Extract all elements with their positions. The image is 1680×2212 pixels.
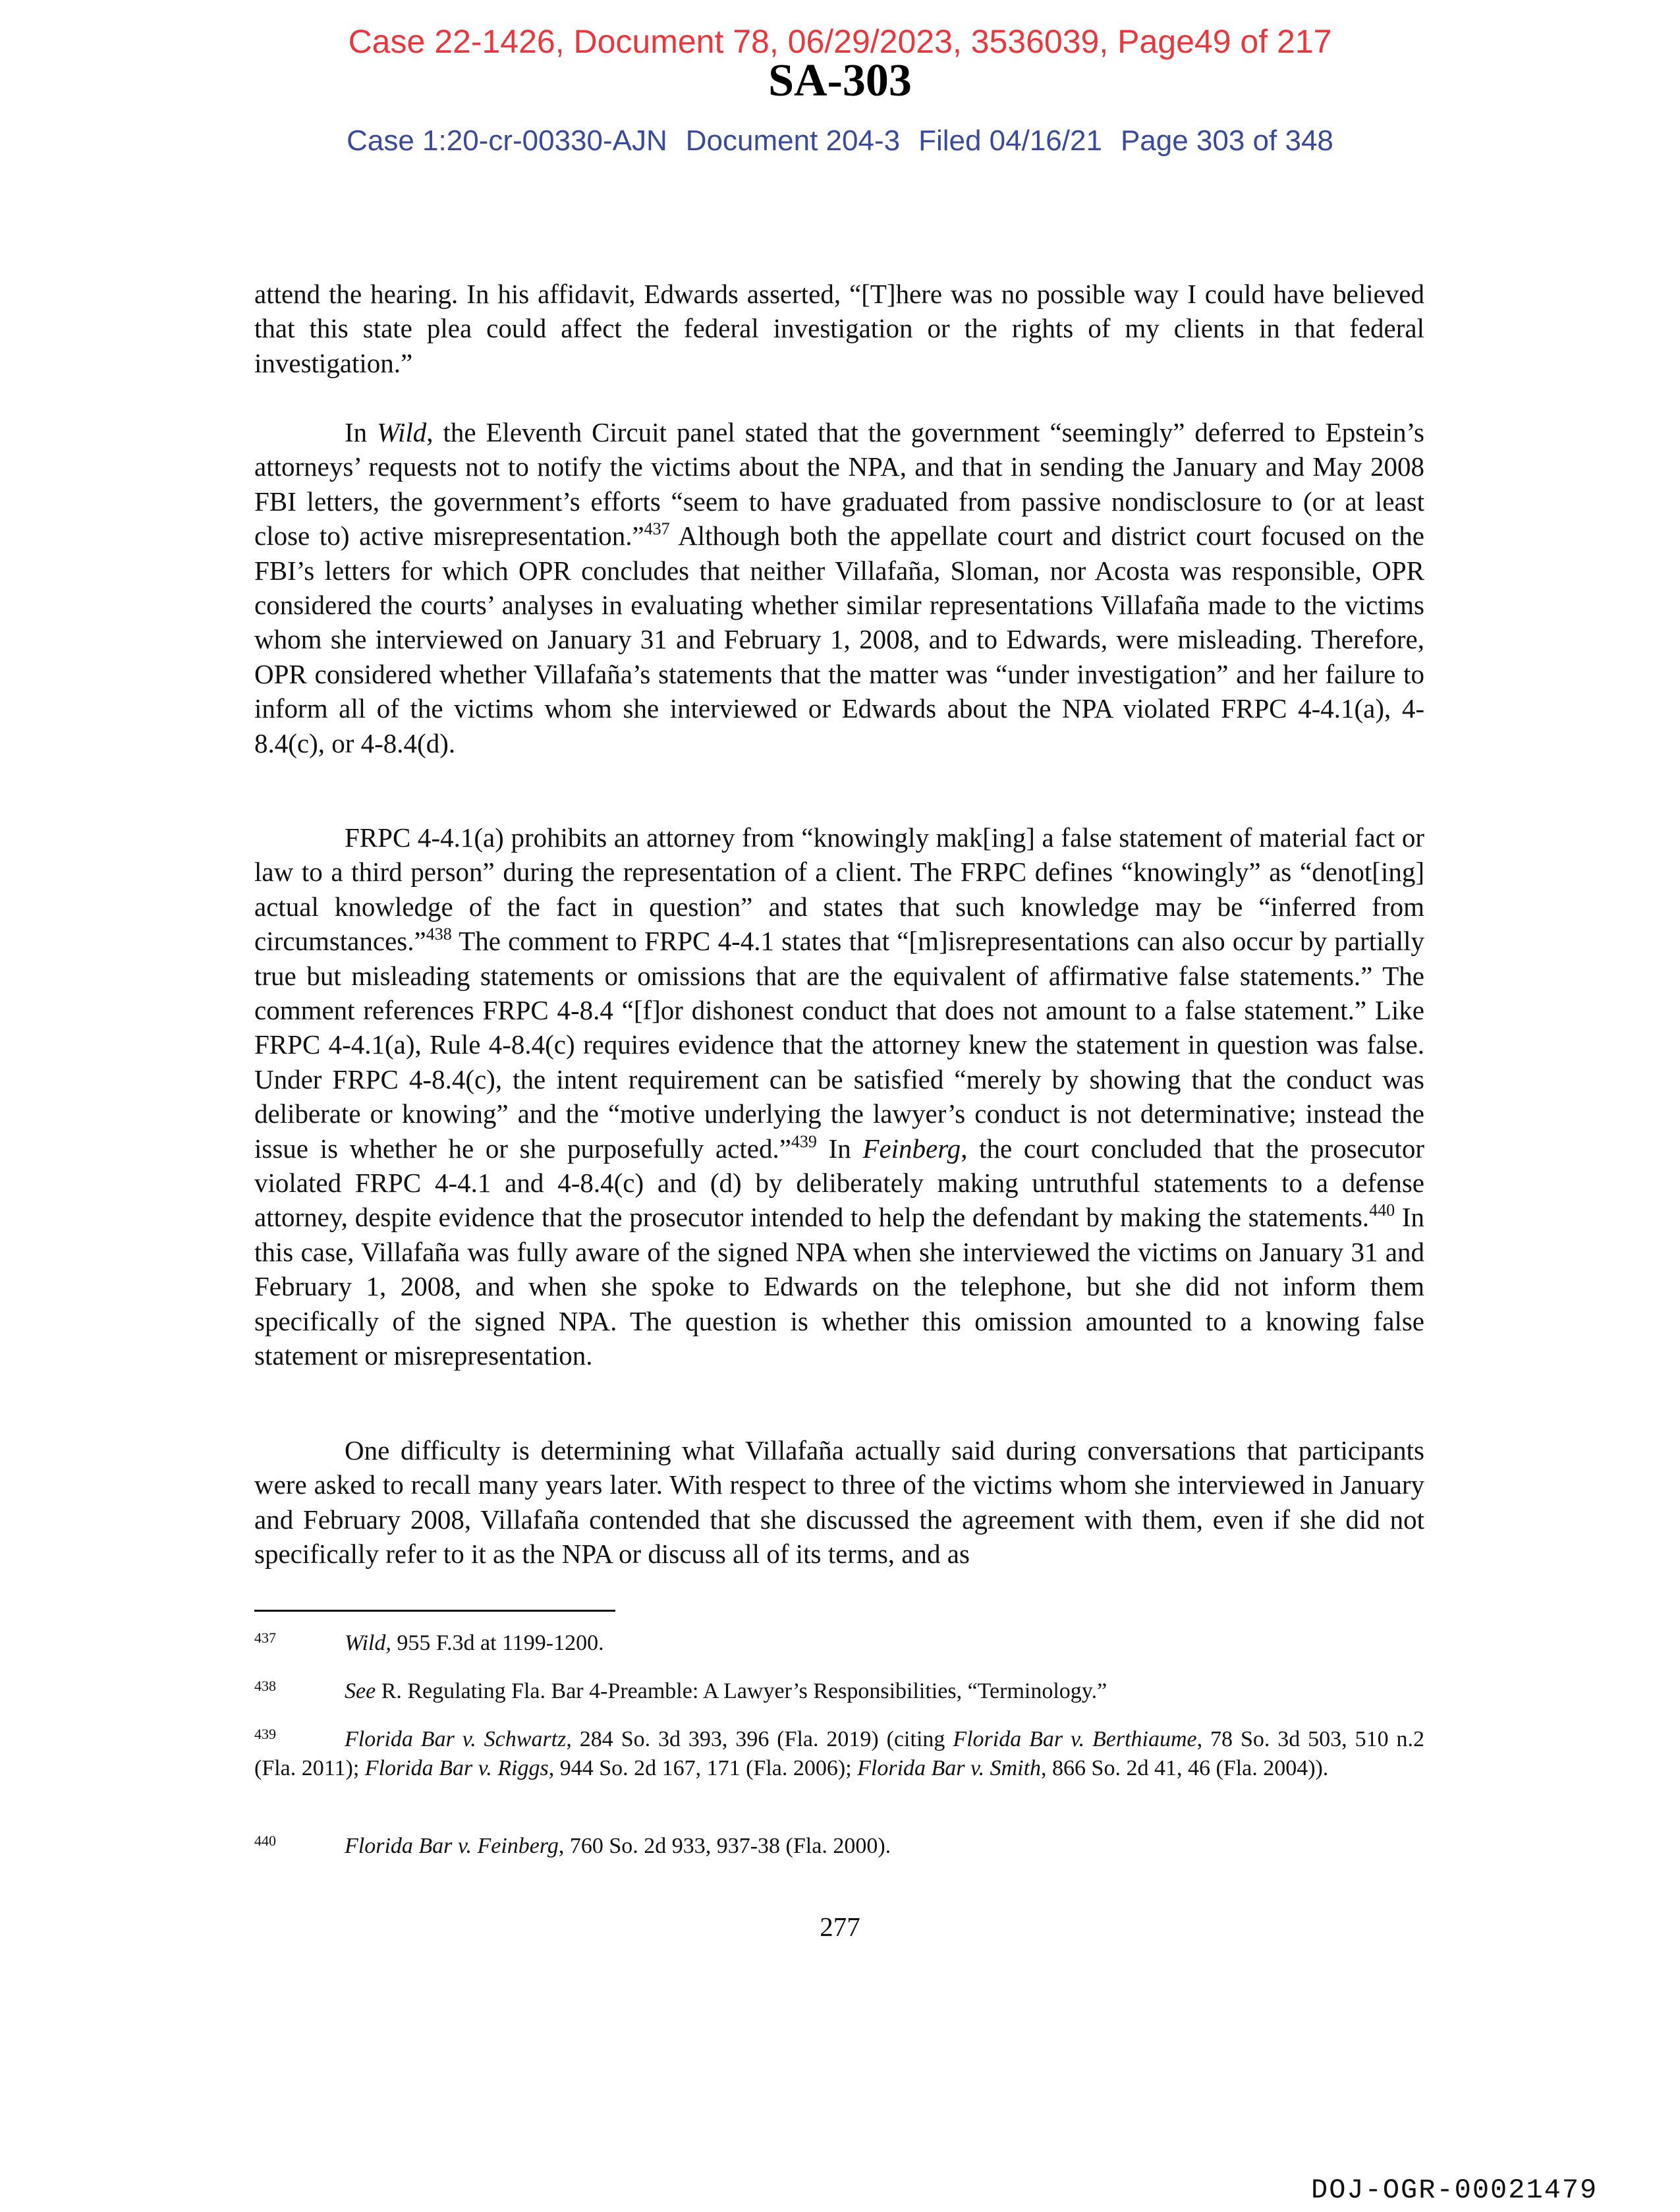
footnote-438 [254, 1677, 1424, 1706]
footnote-437 [254, 1629, 1424, 1658]
paragraph-edwards-affidavit [254, 277, 1424, 380]
paragraph-text [254, 820, 1424, 1373]
text-run: , the court concluded that the prosecutor violated FRPC 4-4.1 and 4-8.4(c) and (d) by deliberately making untruthful statements to a defense attorney, despite evidence that the prosecutor intended to help the defendant by making the statements. [254, 1133, 1424, 1233]
paragraph-text: One difficulty is determining what Villafaña actually said during conversations that participants were asked to recall many years later. With respect to three of the victims whom she interviewed in January and February 2008, Villafaña contended that she discussed the agreement with them, even if she did not specifically refer to it as the NPA or discuss all of its terms, and as [254, 1435, 1424, 1570]
citation-italic: Florida Bar v. Berthiaume [953, 1727, 1197, 1751]
citation-text: , 944 So. 2d 167, 171 (Fla. 2006); [548, 1756, 858, 1780]
footnote-number: 439 [254, 1726, 276, 1742]
footnote-number: 438 [254, 1678, 276, 1694]
district-case-number: Case 1:20-cr-00330-AJN [347, 125, 667, 157]
text-run: In [816, 1133, 863, 1164]
paragraph-text: attend the hearing. In his affidavit, Edwards asserted, “[T]here was no possible way I could have believed that this state plea could affect the federal investigation or the rights of my clients in that federal investigation.” [254, 279, 1424, 378]
district-page-count: Page 303 of 348 [1120, 125, 1333, 157]
footnote-text [254, 1677, 1424, 1706]
citation-italic: Florida Bar v. Feinberg [345, 1834, 559, 1858]
citation-text: R. Regulating Fla. Bar 4-Preamble: A Lawyer’s Responsibilities, “Terminology.” [376, 1679, 1107, 1703]
footnote-439 [254, 1725, 1424, 1783]
text-run: Although both the appellate court and district court focused on the FBI’s letters for which OPR concludes that neither Villafaña, Sloman, nor Acosta was responsible, OPR considered the courts’ analyses in evaluating whether similar representations Villafaña made to the victims whom she interviewed on January 31 and February 1, 2008, and to Edwards, were misleading. Therefore, OPR considered whether Villafaña’s statements that the matter was “under investigation” and her failure to inform all of the victims whom she interviewed or Edwards about the NPA violated FRPC 4-4.1(a), 4-8.4(c), or 4-8.4(d). [254, 521, 1424, 758]
paragraph-frpc-analysis [254, 820, 1424, 1373]
footnote-ref-438[interactable]: 438 [426, 924, 452, 944]
case-name-feinberg: Feinberg [862, 1133, 961, 1164]
text-run: FRPC 4-4.1(a) prohibits an attorney from “knowingly mak[ing] a false statement of material fact or law to a third person” during the representation of a client. The FRPC defines “knowingly” as “denot[ing] actual knowledge of the fact in question” and states that such knowledge may be “inferred from circumstances.” [254, 822, 1424, 957]
text-run: , the Eleventh Circuit panel stated that the government “seemingly” deferred to Epstein’s attorneys’ requests not to notify the victims about the NPA, and that in sending the January and May 2008 FBI letters, the government’s efforts “seem to have graduated from passive nondisclosure to (or at least close to) active misrepresentation.” [254, 417, 1424, 552]
text-run: In [345, 417, 378, 447]
paragraph-recall-difficulty [254, 1433, 1424, 1572]
case-name-wild: Wild [377, 417, 427, 447]
text-run: In this case, Villafaña was fully aware of the signed NPA when she interviewed the victims on January 31 and February 1, 2008, and when she spoke to Edwards on the telephone, but she did not inform them specifically of the signed NPA. The question is whether this omission amounted to a knowing false statement or misrepresentation. [254, 1202, 1424, 1371]
citation-text: , 760 So. 2d 933, 937-38 (Fla. 2000). [558, 1834, 891, 1858]
citation-italic: Florida Bar v. Riggs [364, 1756, 549, 1780]
appendix-page-label: SA-303 [768, 55, 912, 106]
citation-italic: Florida Bar v. Schwartz [345, 1727, 567, 1751]
appeal-case-stamp: Case 22-1426, Document 78, 06/29/2023, 3536039, Page49 of 217 [348, 23, 1332, 60]
paragraph-text [254, 415, 1424, 760]
district-case-stamp [0, 127, 1680, 156]
footnote-ref-437[interactable]: 437 [644, 519, 670, 539]
citation-italic: See [345, 1679, 376, 1703]
citation-italic: Wild, [345, 1631, 391, 1655]
footnote-ref-439[interactable]: 439 [791, 1131, 817, 1151]
bates-number: DOJ-OGR-00021479 [1311, 2174, 1598, 2206]
footnote-text [254, 1832, 1424, 1861]
footnote-text [254, 1629, 1424, 1658]
footnote-divider [254, 1610, 615, 1612]
citation-text: , 78 So. 3d 503, 510 n.2 (Fla. 2011); [254, 1727, 1425, 1780]
citation-text: 955 F.3d at 1199-1200. [391, 1631, 604, 1655]
page-number: 277 [820, 1912, 860, 1942]
text-run: The comment to FRPC 4-4.1 states that “[m]isrepresentations can also occur by partially true but misleading statements or omissions that are the equivalent of affirmative false statements.” The comment references FRPC 4-8.4 “[f]or dishonest conduct that does not amount to a false statement.” Like FRPC 4-4.1(a), Rule 4-8.4(c) requires evidence that the attorney knew the statement in question was false. Under FRPC 4-8.4(c), the intent requirement can be satisfied “merely by showing that the conduct was deliberate or knowing” and the “motive underlying the lawyer’s conduct is not determinative; instead the issue is whether he or she purposefully acted.” [254, 926, 1424, 1164]
citation-italic: Florida Bar v. Smith [857, 1756, 1042, 1780]
district-document-number: Document 204-3 [685, 125, 901, 157]
footnote-440 [254, 1832, 1424, 1861]
footnote-number: 440 [254, 1832, 276, 1849]
paragraph-wild-decision [254, 415, 1424, 760]
district-filed-date: Filed 04/16/21 [918, 125, 1102, 157]
footnote-text [254, 1725, 1424, 1783]
citation-text: , 284 So. 3d 393, 396 (Fla. 2019) (citing [566, 1727, 953, 1751]
citation-text: , 866 So. 2d 41, 46 (Fla. 2004)). [1041, 1756, 1329, 1780]
footnote-ref-440[interactable]: 440 [1369, 1201, 1395, 1220]
footnote-number: 437 [254, 1630, 276, 1646]
